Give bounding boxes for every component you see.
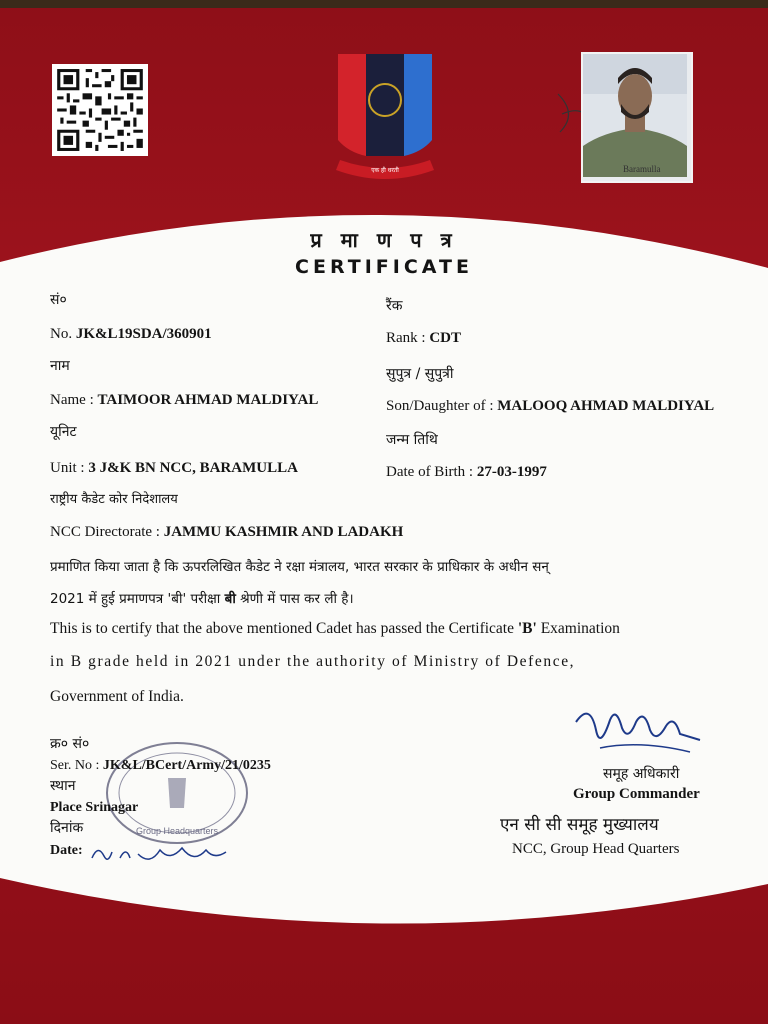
parent-value: MALOOQ AHMAD MALDIYAL xyxy=(497,398,715,414)
unit-value: 3 J&K BN NCC, BARAMULLA xyxy=(88,460,298,476)
ser-number-value: JK&L/BCert/Army/21/0235 xyxy=(102,758,271,773)
sig-title: Group Commander xyxy=(573,786,700,802)
directorate-label-hindi: राष्ट्रीय कैडेट कोर निदेशालय xyxy=(50,492,178,507)
name-label-hindi: नाम xyxy=(50,358,70,374)
body-english-cert-b: 'B' xyxy=(517,620,537,637)
cadet-name-label: Name : xyxy=(50,392,94,408)
date-label: Date: xyxy=(50,843,83,858)
body-english-line-1c: Examination xyxy=(540,620,620,637)
unit xyxy=(50,460,298,477)
ncc-emblem xyxy=(330,48,440,183)
emblem-ribbon-text: एक ही धरती xyxy=(371,167,399,174)
dob-label: Date of Birth : xyxy=(386,464,474,480)
rank-label: Rank : xyxy=(386,330,426,346)
place-label: Place xyxy=(50,800,82,815)
son-label-hindi: सुपुत्र / सुपुत्री xyxy=(386,366,454,382)
dob xyxy=(386,464,547,481)
cert-number xyxy=(50,326,212,343)
parent-label: Son/Daughter of : xyxy=(386,398,494,414)
cadet-photo-image xyxy=(583,54,687,177)
rank xyxy=(386,330,461,347)
photo-caption: Baramulla xyxy=(623,164,661,174)
body-english-line-2: in B grade held in 2021 under the authority of Ministry of Defence, xyxy=(50,653,576,670)
dob-label-hindi: जन्म तिथि xyxy=(386,432,438,448)
official-stamp xyxy=(102,738,252,848)
directorate xyxy=(50,524,403,541)
cadet-name-value: TAIMOOR AHMAD MALDIYAL xyxy=(97,392,319,408)
unit-label: Unit : xyxy=(50,460,85,476)
body-hindi-line-2 xyxy=(50,589,354,607)
rank-value: CDT xyxy=(429,330,462,346)
ser-number xyxy=(50,758,271,774)
body-english-line-1a: This is to certify that the above mentioned Cadet has passed the Certificate xyxy=(50,620,514,637)
body-hindi-grade: बी xyxy=(224,591,236,607)
cert-number-value: JK&L19SDA/360901 xyxy=(75,326,212,342)
body-english-line-1 xyxy=(50,620,620,638)
qr-code xyxy=(52,64,148,156)
sig-title-hindi: समूह अधिकारी xyxy=(603,766,680,782)
hq-hindi: एन सी सी समूह मुख्यालय xyxy=(500,815,659,835)
directorate-label: NCC Directorate : xyxy=(50,524,160,540)
hq-english: NCC, Group Head Quarters xyxy=(512,841,680,857)
date-label-hindi: दिनांक xyxy=(50,820,84,836)
body-hindi-line-2a: 2021 में हुई प्रमाणपत्र 'बी' परीक्षा xyxy=(50,591,221,607)
rank-label-hindi: रैंक xyxy=(386,298,403,314)
cadet-name xyxy=(50,392,318,409)
place-label-hindi: स्थान xyxy=(50,778,76,794)
commander-signature xyxy=(570,700,710,760)
body-hindi-line-2c: श्रेणी में पास कर ली है। xyxy=(240,591,354,607)
title-english: CERTIFICATE xyxy=(295,256,473,278)
no-label-hindi: सं० xyxy=(50,292,67,308)
body-hindi-line-1: प्रमाणित किया जाता है कि ऊपरलिखित कैडेट ने रक्षा मंत्रालय, भारत सरकार के प्राधिकार के अधीन सन् xyxy=(50,559,549,575)
place xyxy=(50,800,138,816)
ser-label-hindi: क्र० सं० xyxy=(50,736,90,752)
stamp-text: Group Headquarters xyxy=(135,826,219,836)
cert-number-label: No. xyxy=(50,326,73,342)
title-hindi: प्र मा ण प त्र xyxy=(310,228,458,252)
parent xyxy=(386,398,714,415)
dob-value: 27-03-1997 xyxy=(476,464,547,480)
ser-number-label: Ser. No : xyxy=(50,758,100,773)
unit-label-hindi: यूनिट xyxy=(50,424,77,440)
place-value: Srinagar xyxy=(85,800,139,815)
body-english-line-3: Government of India. xyxy=(50,688,184,705)
handwritten-date xyxy=(90,838,230,868)
cadet-photo xyxy=(581,52,693,183)
directorate-value: JAMMU KASHMIR AND LADAKH xyxy=(163,524,404,540)
